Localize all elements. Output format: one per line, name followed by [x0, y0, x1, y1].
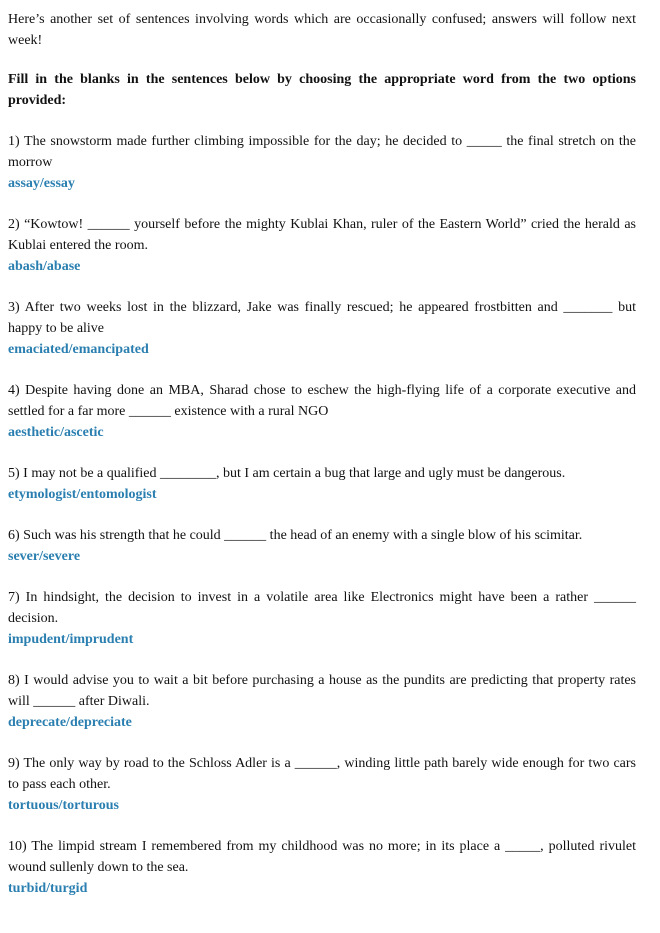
word-options: etymologist/entomologist: [8, 487, 157, 502]
question-text: 10) The limpid stream I remembered from my childhood was no more; in its place a _____, polluted rivulet wound sullenly down to the sea.: [8, 839, 636, 875]
question-text: 1) The snowstorm made further climbing impossible for the day; he decided to _____ the final stretch on the morrow: [8, 134, 636, 170]
question-text: 8) I would advise you to wait a bit before purchasing a house as the pundits are predicting that property rates will ______ after Diwali.: [8, 673, 636, 709]
question-text: 7) In hindsight, the decision to invest in a volatile area like Electronics might have been a rather ______ decision.: [8, 590, 636, 626]
question-6: [8, 525, 636, 567]
intro-paragraph: Here’s another set of sentences involving words which are occasionally confused; answers will follow next week!: [8, 12, 636, 48]
question-text: 4) Despite having done an MBA, Sharad chose to eschew the high-flying life of a corporate executive and settled for a far more ______ existence with a rural NGO: [8, 383, 636, 419]
question-10: [8, 836, 636, 899]
question-text: 3) After two weeks lost in the blizzard, Jake was finally rescued; he appeared frostbitten and _______ but happy to be alive: [8, 300, 636, 336]
word-options: impudent/imprudent: [8, 632, 134, 647]
question-text: 2) “Kowtow! ______ yourself before the mighty Kublai Khan, ruler of the Eastern World” cried the herald as Kublai entered the room.: [8, 217, 636, 253]
word-options: abash/abase: [8, 259, 81, 274]
question-1: [8, 131, 636, 194]
question-2: [8, 214, 636, 277]
question-8: [8, 670, 636, 733]
question-4: [8, 380, 636, 443]
word-options: emaciated/emancipated: [8, 342, 149, 357]
word-options: tortuous/torturous: [8, 798, 119, 813]
question-5: [8, 463, 636, 505]
word-options: deprecate/depreciate: [8, 715, 132, 730]
word-options: assay/essay: [8, 176, 75, 191]
question-9: [8, 753, 636, 816]
question-3: [8, 297, 636, 360]
question-text: 9) The only way by road to the Schloss Adler is a ______, winding little path barely wide enough for two cars to pass each other.: [8, 756, 636, 792]
question-text: 6) Such was his strength that he could ______ the head of an enemy with a single blow of his scimitar.: [8, 528, 583, 543]
instruction-paragraph: Fill in the blanks in the sentences below by choosing the appropriate word from the two options provided:: [8, 72, 636, 108]
word-options: turbid/turgid: [8, 881, 88, 896]
word-options: aesthetic/ascetic: [8, 425, 104, 440]
word-options: sever/severe: [8, 549, 81, 564]
question-text: 5) I may not be a qualified ________, but I am certain a bug that large and ugly must be dangerous.: [8, 466, 566, 481]
question-7: [8, 587, 636, 650]
